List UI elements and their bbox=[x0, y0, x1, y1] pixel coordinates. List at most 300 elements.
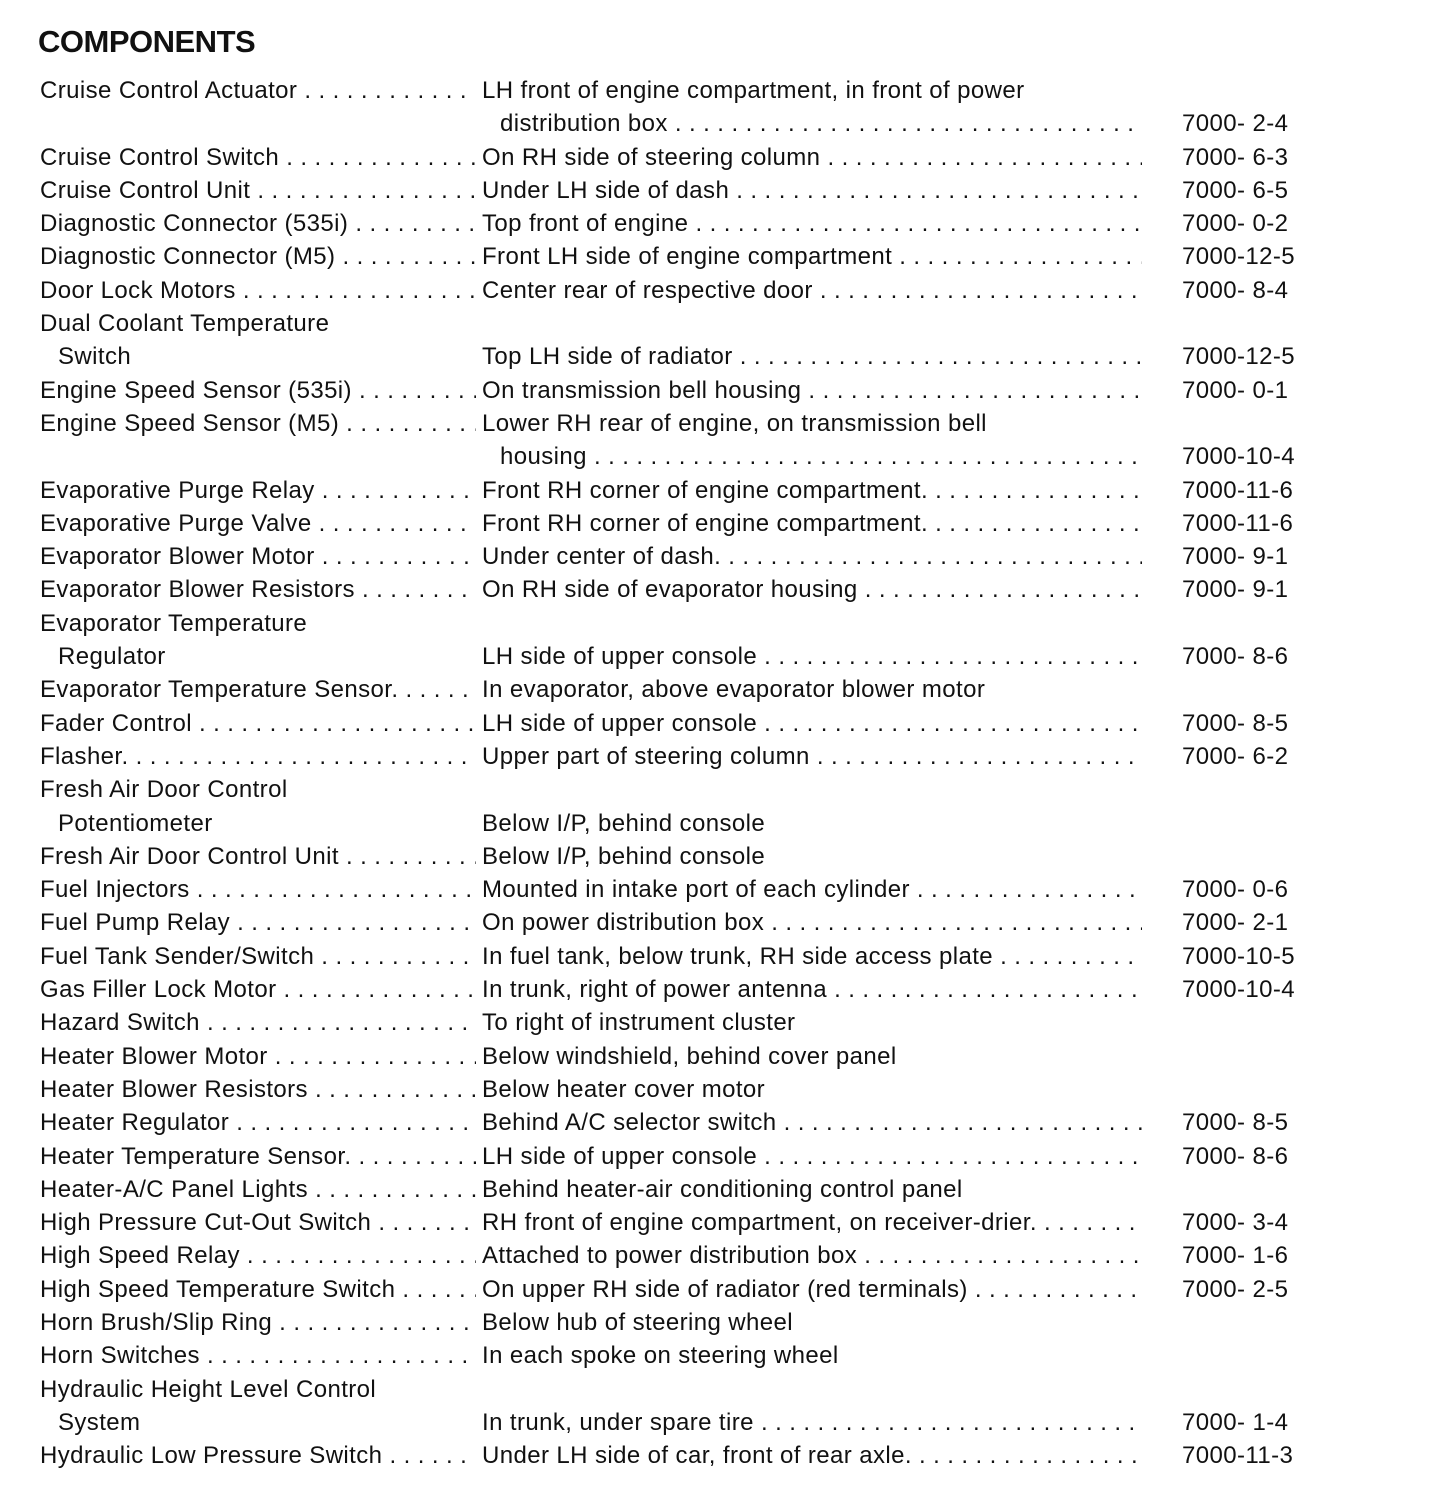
page-reference-cell bbox=[1142, 940, 1332, 973]
component-location: On upper RH side of radiator (red terminals) bbox=[482, 1275, 968, 1303]
leader-dots bbox=[268, 1043, 476, 1070]
page-reference: 7000- 8-5 bbox=[1182, 1109, 1289, 1137]
component-name-cell bbox=[40, 174, 476, 207]
component-location: Front LH side of engine compartment bbox=[482, 243, 893, 271]
leader-dots bbox=[351, 1143, 476, 1170]
leader-dots bbox=[757, 710, 1142, 737]
location-cell bbox=[482, 141, 1142, 174]
page-reference: 7000- 8-5 bbox=[1182, 709, 1289, 737]
entry-line bbox=[40, 773, 1330, 806]
component-location: Below heater cover motor bbox=[482, 1075, 766, 1103]
leader-dots bbox=[968, 1276, 1142, 1303]
component-name-cell bbox=[40, 573, 476, 606]
component-entry bbox=[40, 1140, 1330, 1173]
leader-dots bbox=[928, 510, 1142, 537]
leader-dots bbox=[129, 743, 476, 770]
component-location: On RH side of steering column bbox=[482, 143, 821, 171]
component-entry bbox=[40, 773, 1330, 840]
component-name: Horn Switches bbox=[40, 1342, 200, 1370]
page-reference: 7000- 6-2 bbox=[1182, 742, 1289, 770]
component-name: Fuel Injectors bbox=[40, 876, 190, 904]
location-cell bbox=[482, 573, 1142, 606]
component-name: Fuel Tank Sender/Switch bbox=[40, 942, 315, 970]
component-location: In trunk, under spare tire bbox=[482, 1408, 754, 1436]
leader-dots bbox=[297, 77, 476, 104]
component-name: Diagnostic Connector (535i) bbox=[40, 210, 349, 238]
leader-dots bbox=[279, 144, 476, 171]
leader-dots bbox=[892, 243, 1142, 270]
location-cell bbox=[482, 740, 1142, 773]
entry-line bbox=[40, 474, 1330, 507]
location-cell bbox=[482, 374, 1142, 407]
entry-line bbox=[40, 307, 1330, 340]
page-reference-cell bbox=[1142, 973, 1332, 1006]
location-cell bbox=[482, 1073, 1142, 1106]
component-location: Upper part of steering column bbox=[482, 742, 810, 770]
page-reference-cell bbox=[1142, 141, 1332, 174]
page-reference: 7000- 1-6 bbox=[1182, 1242, 1289, 1270]
component-entry bbox=[40, 207, 1330, 240]
entry-line bbox=[40, 207, 1330, 240]
location-cell bbox=[482, 940, 1142, 973]
leader-dots bbox=[312, 510, 476, 537]
entry-line bbox=[40, 673, 1330, 706]
component-name: Dual Coolant Temperature bbox=[40, 310, 330, 338]
component-entry bbox=[40, 1206, 1330, 1239]
component-location: Below I/P, behind console bbox=[482, 809, 766, 837]
leader-dots bbox=[190, 876, 476, 903]
component-name: Regulator bbox=[58, 643, 166, 671]
leader-dots bbox=[308, 1076, 476, 1103]
leader-dots bbox=[827, 976, 1142, 1003]
entry-line bbox=[40, 740, 1330, 773]
leader-dots bbox=[857, 1242, 1142, 1269]
entry-line bbox=[40, 507, 1330, 540]
component-name: Engine Speed Sensor (535i) bbox=[40, 376, 352, 404]
location-cell bbox=[482, 673, 1142, 706]
page-reference-cell bbox=[1142, 740, 1332, 773]
page-reference-cell bbox=[1142, 1206, 1332, 1239]
component-name: High Speed Temperature Switch bbox=[40, 1275, 396, 1303]
component-location: Mounted in intake port of each cylinder bbox=[482, 876, 910, 904]
leader-dots bbox=[229, 1109, 476, 1136]
entry-line bbox=[40, 1439, 1330, 1472]
component-name-cell bbox=[40, 707, 476, 740]
component-name: Flasher. bbox=[40, 742, 129, 770]
location-cell bbox=[482, 1140, 1142, 1173]
component-name-cell bbox=[40, 1439, 476, 1472]
component-entry bbox=[40, 1339, 1330, 1372]
component-location: Under LH side of dash bbox=[482, 176, 730, 204]
component-name: Cruise Control Switch bbox=[40, 143, 280, 171]
component-location: Front RH corner of engine compartment. bbox=[482, 476, 929, 504]
entry-line bbox=[40, 973, 1330, 1006]
leader-dots bbox=[315, 543, 476, 570]
component-entry bbox=[40, 607, 1330, 674]
leader-dots bbox=[813, 277, 1142, 304]
location-cell bbox=[482, 1106, 1142, 1139]
component-name-cell bbox=[40, 1173, 476, 1206]
entry-line bbox=[40, 640, 1330, 673]
page-reference-cell bbox=[1142, 573, 1332, 606]
component-name-cell bbox=[40, 940, 476, 973]
leader-dots bbox=[928, 477, 1142, 504]
leader-dots bbox=[777, 1109, 1142, 1136]
page-reference: 7000- 3-4 bbox=[1182, 1209, 1289, 1237]
component-entry bbox=[40, 973, 1330, 1006]
component-entry bbox=[40, 1106, 1330, 1139]
page-reference: 7000- 6-3 bbox=[1182, 143, 1289, 171]
location-cell bbox=[482, 174, 1142, 207]
component-name-cell bbox=[40, 873, 476, 906]
component-location: RH front of engine compartment, on receiver-drier. bbox=[482, 1209, 1037, 1237]
entry-line bbox=[40, 807, 1330, 840]
location-cell bbox=[482, 1406, 1142, 1439]
location-cell bbox=[482, 1306, 1142, 1339]
leader-dots bbox=[240, 1242, 476, 1269]
component-name: Evaporator Blower Motor bbox=[40, 543, 315, 571]
location-cell bbox=[482, 906, 1142, 939]
component-location: Below hub of steering wheel bbox=[482, 1308, 793, 1336]
component-entry bbox=[40, 873, 1330, 906]
entry-line bbox=[40, 1073, 1330, 1106]
leader-dots bbox=[192, 710, 476, 737]
entry-line bbox=[40, 274, 1330, 307]
location-cell bbox=[482, 1273, 1142, 1306]
leader-dots bbox=[348, 210, 476, 237]
leader-dots bbox=[993, 943, 1142, 970]
page-reference-cell bbox=[1142, 873, 1332, 906]
location-cell bbox=[482, 207, 1142, 240]
component-name-cell bbox=[40, 1206, 476, 1239]
page-reference: 7000- 2-4 bbox=[1182, 110, 1289, 138]
component-name-cell bbox=[40, 240, 476, 273]
location-cell bbox=[482, 274, 1142, 307]
component-name: Hazard Switch bbox=[40, 1009, 200, 1037]
component-name: Hydraulic Low Pressure Switch bbox=[40, 1442, 383, 1470]
leader-dots bbox=[398, 676, 476, 703]
entry-line bbox=[40, 240, 1330, 273]
location-cell bbox=[482, 1206, 1142, 1239]
component-name-cell bbox=[40, 640, 476, 673]
component-name-cell bbox=[40, 1273, 476, 1306]
component-name-cell bbox=[40, 374, 476, 407]
component-location: Below I/P, behind console bbox=[482, 842, 766, 870]
component-name-cell bbox=[40, 141, 476, 174]
page-reference-cell bbox=[1142, 1106, 1332, 1139]
component-name: System bbox=[58, 1408, 141, 1436]
component-name: Evaporator Temperature Sensor. bbox=[40, 676, 399, 704]
component-name-cell bbox=[40, 74, 476, 107]
page-reference: 7000- 8-6 bbox=[1182, 1142, 1289, 1170]
page-title: COMPONENTS bbox=[38, 24, 256, 59]
page-reference: 7000- 0-2 bbox=[1182, 210, 1289, 238]
page-reference: 7000- 0-1 bbox=[1182, 376, 1289, 404]
leader-dots bbox=[395, 1276, 476, 1303]
location-cell bbox=[482, 474, 1142, 507]
component-location: Under LH side of car, front of rear axle. bbox=[482, 1442, 912, 1470]
entry-line bbox=[40, 1106, 1330, 1139]
page-reference-cell bbox=[1142, 1406, 1332, 1439]
page-reference: 7000- 9-1 bbox=[1182, 543, 1289, 571]
location-cell bbox=[482, 407, 1142, 440]
page-reference: 7000-11-6 bbox=[1182, 509, 1294, 537]
location-cell bbox=[482, 640, 1142, 673]
entry-line bbox=[40, 141, 1330, 174]
component-name: Heater Temperature Sensor. bbox=[40, 1142, 352, 1170]
component-name-cell bbox=[40, 740, 476, 773]
entry-line bbox=[40, 1006, 1330, 1039]
component-name-cell bbox=[40, 1006, 476, 1039]
component-name-cell bbox=[40, 1306, 476, 1339]
component-name-cell bbox=[40, 607, 476, 640]
leader-dots bbox=[1037, 1209, 1142, 1236]
component-name: Door Lock Motors bbox=[40, 276, 236, 304]
component-name-cell bbox=[40, 540, 476, 573]
leader-dots bbox=[315, 477, 476, 504]
entry-line bbox=[40, 607, 1330, 640]
page-reference-cell bbox=[1142, 707, 1332, 740]
component-location: Behind heater-air conditioning control panel bbox=[482, 1175, 963, 1203]
component-name-cell bbox=[40, 340, 476, 373]
page-reference-cell bbox=[1142, 374, 1332, 407]
leader-dots bbox=[668, 110, 1142, 137]
component-location: Front RH corner of engine compartment. bbox=[482, 509, 929, 537]
component-name: Horn Brush/Slip Ring bbox=[40, 1308, 273, 1336]
page-reference-cell bbox=[1142, 174, 1332, 207]
component-entry bbox=[40, 1173, 1330, 1206]
component-location: To right of instrument cluster bbox=[482, 1009, 796, 1037]
component-location: On transmission bell housing bbox=[482, 376, 802, 404]
leader-dots bbox=[757, 643, 1142, 670]
component-entry bbox=[40, 940, 1330, 973]
leader-dots bbox=[200, 1342, 476, 1369]
component-name-cell bbox=[40, 307, 476, 340]
leader-dots bbox=[910, 876, 1142, 903]
page-reference-cell bbox=[1142, 107, 1332, 140]
page-reference: 7000- 6-5 bbox=[1182, 176, 1289, 204]
page-reference: 7000-10-5 bbox=[1182, 942, 1296, 970]
location-cell bbox=[482, 707, 1142, 740]
component-location: In fuel tank, below trunk, RH side access plate bbox=[482, 942, 994, 970]
leader-dots bbox=[820, 144, 1142, 171]
location-cell bbox=[482, 240, 1142, 273]
leader-dots bbox=[308, 1176, 476, 1203]
component-name-cell bbox=[40, 673, 476, 706]
component-location: In trunk, right of power antenna bbox=[482, 976, 828, 1004]
page-reference-cell bbox=[1142, 474, 1332, 507]
page-reference: 7000- 8-6 bbox=[1182, 643, 1289, 671]
component-location: Lower RH rear of engine, on transmission bell bbox=[482, 409, 987, 437]
leader-dots bbox=[810, 743, 1142, 770]
leader-dots bbox=[729, 177, 1142, 204]
leader-dots bbox=[733, 343, 1142, 370]
page-reference-cell bbox=[1142, 274, 1332, 307]
component-entry bbox=[40, 1439, 1330, 1472]
component-entry bbox=[40, 707, 1330, 740]
component-location: Under center of dash. bbox=[482, 543, 722, 571]
component-name-cell bbox=[40, 1140, 476, 1173]
component-name-cell bbox=[40, 807, 476, 840]
component-name-cell bbox=[40, 840, 476, 873]
entry-line bbox=[40, 1239, 1330, 1272]
component-name-cell bbox=[40, 407, 476, 440]
location-cell bbox=[482, 507, 1142, 540]
entry-line bbox=[40, 1373, 1330, 1406]
page-reference: 7000- 9-1 bbox=[1182, 576, 1289, 604]
component-location: Attached to power distribution box bbox=[482, 1242, 858, 1270]
location-cell bbox=[482, 973, 1142, 1006]
page-reference-cell bbox=[1142, 1140, 1332, 1173]
component-name: Heater Blower Resistors bbox=[40, 1075, 308, 1103]
entry-line bbox=[40, 340, 1330, 373]
component-name-cell bbox=[40, 1239, 476, 1272]
component-name-cell bbox=[40, 1040, 476, 1073]
component-location: LH side of upper console bbox=[482, 709, 758, 737]
component-name: Gas Filler Lock Motor bbox=[40, 976, 277, 1004]
component-entry bbox=[40, 474, 1330, 507]
entry-line bbox=[40, 573, 1330, 606]
location-cell bbox=[482, 1339, 1142, 1372]
component-location: LH side of upper console bbox=[482, 643, 758, 671]
component-name-cell bbox=[40, 1406, 476, 1439]
component-entry bbox=[40, 840, 1330, 873]
page-reference: 7000-11-3 bbox=[1182, 1442, 1294, 1470]
page-reference: 7000-12-5 bbox=[1182, 243, 1296, 271]
page-reference: 7000- 0-6 bbox=[1182, 876, 1289, 904]
component-name: Fuel Pump Relay bbox=[40, 909, 231, 937]
leader-dots bbox=[371, 1209, 476, 1236]
entry-line bbox=[40, 1306, 1330, 1339]
component-name: Hydraulic Height Level Control bbox=[40, 1375, 377, 1403]
leader-dots bbox=[587, 443, 1142, 470]
component-name-cell bbox=[40, 474, 476, 507]
page-reference-cell bbox=[1142, 240, 1332, 273]
page-reference-cell bbox=[1142, 1439, 1332, 1472]
location-cell bbox=[482, 1173, 1142, 1206]
component-name: Evaporator Temperature bbox=[40, 609, 308, 637]
component-location: In each spoke on steering wheel bbox=[482, 1342, 839, 1370]
page-reference-cell bbox=[1142, 440, 1332, 473]
component-location: housing bbox=[500, 443, 587, 471]
component-name: Potentiometer bbox=[58, 809, 213, 837]
component-location: On RH side of evaporator housing bbox=[482, 576, 858, 604]
component-name-cell bbox=[40, 207, 476, 240]
location-cell bbox=[482, 540, 1142, 573]
component-name: Fader Control bbox=[40, 709, 192, 737]
component-name: Evaporative Purge Relay bbox=[40, 476, 315, 504]
component-entry bbox=[40, 1306, 1330, 1339]
component-name-cell bbox=[40, 1373, 476, 1406]
component-name: Cruise Control Actuator bbox=[40, 77, 298, 104]
component-name: Switch bbox=[58, 343, 132, 371]
location-cell bbox=[482, 1439, 1142, 1472]
leader-dots bbox=[764, 909, 1142, 936]
entry-line bbox=[40, 1173, 1330, 1206]
component-name-cell bbox=[40, 507, 476, 540]
leader-dots bbox=[236, 277, 476, 304]
page-reference: 7000- 1-4 bbox=[1182, 1408, 1289, 1436]
page-reference-cell bbox=[1142, 340, 1332, 373]
component-entry bbox=[40, 240, 1330, 273]
component-location: In evaporator, above evaporator blower motor bbox=[482, 676, 986, 704]
location-cell bbox=[482, 807, 1142, 840]
leader-dots bbox=[382, 1442, 476, 1469]
page-reference-cell bbox=[1142, 207, 1332, 240]
page-reference-cell bbox=[1142, 540, 1332, 573]
component-location: Center rear of respective door bbox=[482, 276, 813, 304]
entry-line bbox=[40, 1140, 1330, 1173]
leader-dots bbox=[230, 909, 476, 936]
location-cell bbox=[482, 1006, 1142, 1039]
location-cell bbox=[482, 1040, 1142, 1073]
component-entry bbox=[40, 1239, 1330, 1272]
entry-line bbox=[40, 1273, 1330, 1306]
component-name-cell bbox=[40, 1339, 476, 1372]
page-reference: 7000-10-4 bbox=[1182, 976, 1296, 1004]
leader-dots bbox=[335, 243, 476, 270]
page-reference-cell bbox=[1142, 1239, 1332, 1272]
component-name: Heater Regulator bbox=[40, 1109, 230, 1137]
component-entry bbox=[40, 141, 1330, 174]
component-entry bbox=[40, 374, 1330, 407]
component-entry bbox=[40, 407, 1330, 474]
leader-dots bbox=[339, 843, 476, 870]
leader-dots bbox=[272, 1309, 476, 1336]
page-reference-cell bbox=[1142, 1273, 1332, 1306]
leader-dots bbox=[200, 1009, 476, 1036]
component-entry bbox=[40, 1273, 1330, 1306]
component-location: On power distribution box bbox=[482, 909, 765, 937]
component-entry bbox=[40, 274, 1330, 307]
leader-dots bbox=[757, 1143, 1142, 1170]
location-cell bbox=[482, 74, 1142, 107]
component-location: LH front of engine compartment, in front of power bbox=[482, 77, 1025, 104]
components-list bbox=[40, 74, 1330, 1472]
component-entry bbox=[40, 573, 1330, 606]
page-reference-cell bbox=[1142, 906, 1332, 939]
leader-dots bbox=[355, 576, 476, 603]
entry-line bbox=[40, 940, 1330, 973]
component-name-cell bbox=[40, 1106, 476, 1139]
component-name-cell bbox=[40, 1073, 476, 1106]
leader-dots bbox=[912, 1442, 1142, 1469]
leader-dots bbox=[250, 177, 476, 204]
component-name: Cruise Control Unit bbox=[40, 176, 251, 204]
component-name: Heater Blower Motor bbox=[40, 1042, 268, 1070]
entry-line bbox=[40, 407, 1330, 440]
component-name: Engine Speed Sensor (M5) bbox=[40, 409, 340, 437]
component-name-cell bbox=[40, 906, 476, 939]
leader-dots bbox=[352, 377, 476, 404]
location-cell bbox=[482, 340, 1142, 373]
entry-line bbox=[40, 1206, 1330, 1239]
component-location: LH side of upper console bbox=[482, 1142, 758, 1170]
leader-dots bbox=[276, 976, 476, 1003]
component-name-cell bbox=[40, 274, 476, 307]
leader-dots bbox=[314, 943, 476, 970]
component-entry bbox=[40, 1073, 1330, 1106]
page-reference: 7000- 2-5 bbox=[1182, 1275, 1289, 1303]
component-name: High Speed Relay bbox=[40, 1242, 240, 1270]
component-entry bbox=[40, 507, 1330, 540]
leader-dots bbox=[754, 1409, 1142, 1436]
component-entry bbox=[40, 174, 1330, 207]
page-reference: 7000-12-5 bbox=[1182, 343, 1296, 371]
location-cell bbox=[482, 1239, 1142, 1272]
location-cell bbox=[482, 840, 1142, 873]
page-reference: 7000- 2-1 bbox=[1182, 909, 1289, 937]
